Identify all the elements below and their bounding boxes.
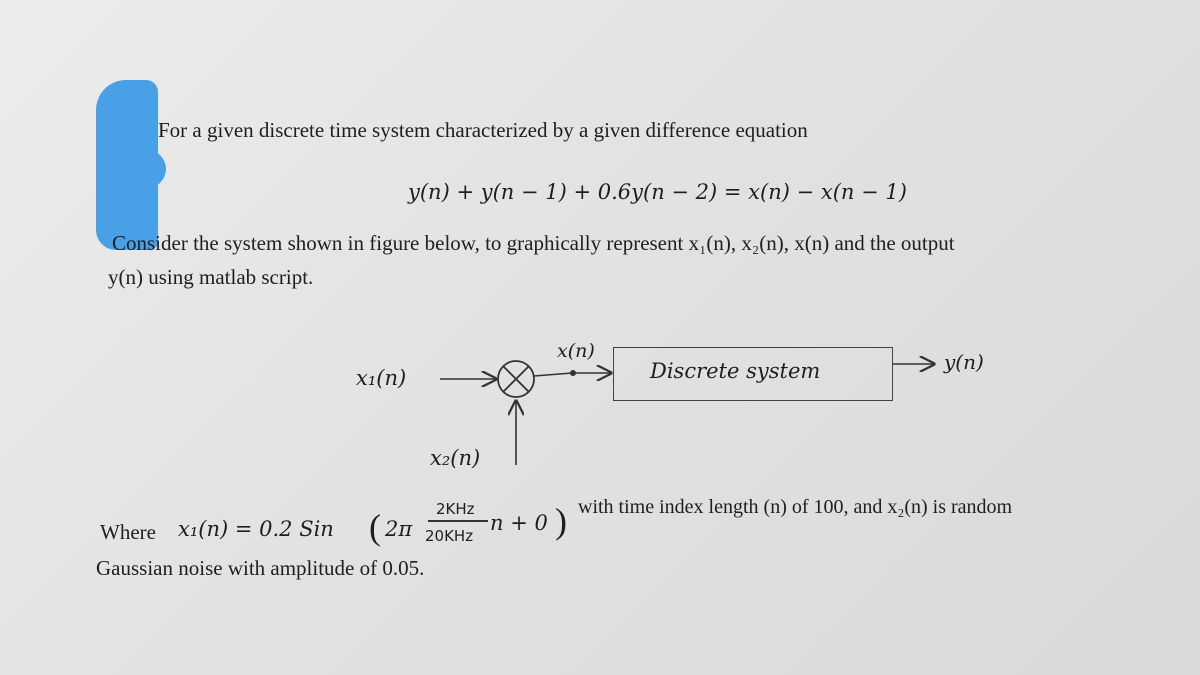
- consider-line-2: y(n) using matlab script.: [108, 265, 314, 289]
- x1-definition: x₁(n) = 0.2 Sin: [178, 517, 334, 541]
- multiplier-icon: [498, 361, 534, 397]
- where-label: Where: [100, 520, 156, 544]
- input2-label: x₂(n): [430, 446, 481, 470]
- consider-line-1: Consider the system shown in figure below, to graphically represent x₁(n), x₂(n), x(n) and the output: [112, 231, 955, 255]
- where-rest: with time index length (n) of 100, and x₂(n) is random: [578, 496, 1013, 518]
- two-pi: 2π: [385, 517, 413, 541]
- close-paren: ): [555, 501, 567, 541]
- output-label: y(n): [944, 350, 984, 374]
- mixer-output-line: [534, 373, 572, 376]
- input1-label: x₁(n): [356, 366, 407, 390]
- difference-equation: y(n) + y(n − 1) + 0.6y(n − 2) = x(n) − x(n − 1): [408, 180, 907, 204]
- fraction-bar: [428, 520, 488, 522]
- freq-numerator: 2KHz: [436, 500, 475, 518]
- intro-text: For a given discrete time system characterized by a given difference equation: [158, 118, 808, 142]
- where-line-2: Gaussian noise with amplitude of 0.05.: [96, 556, 425, 580]
- mixer-output-label: x(n): [557, 340, 595, 362]
- freq-denominator: 20KHz: [425, 527, 474, 545]
- block-label: Discrete system: [650, 359, 821, 383]
- phase-term: n + 0: [490, 511, 548, 535]
- open-paren: (: [369, 507, 381, 547]
